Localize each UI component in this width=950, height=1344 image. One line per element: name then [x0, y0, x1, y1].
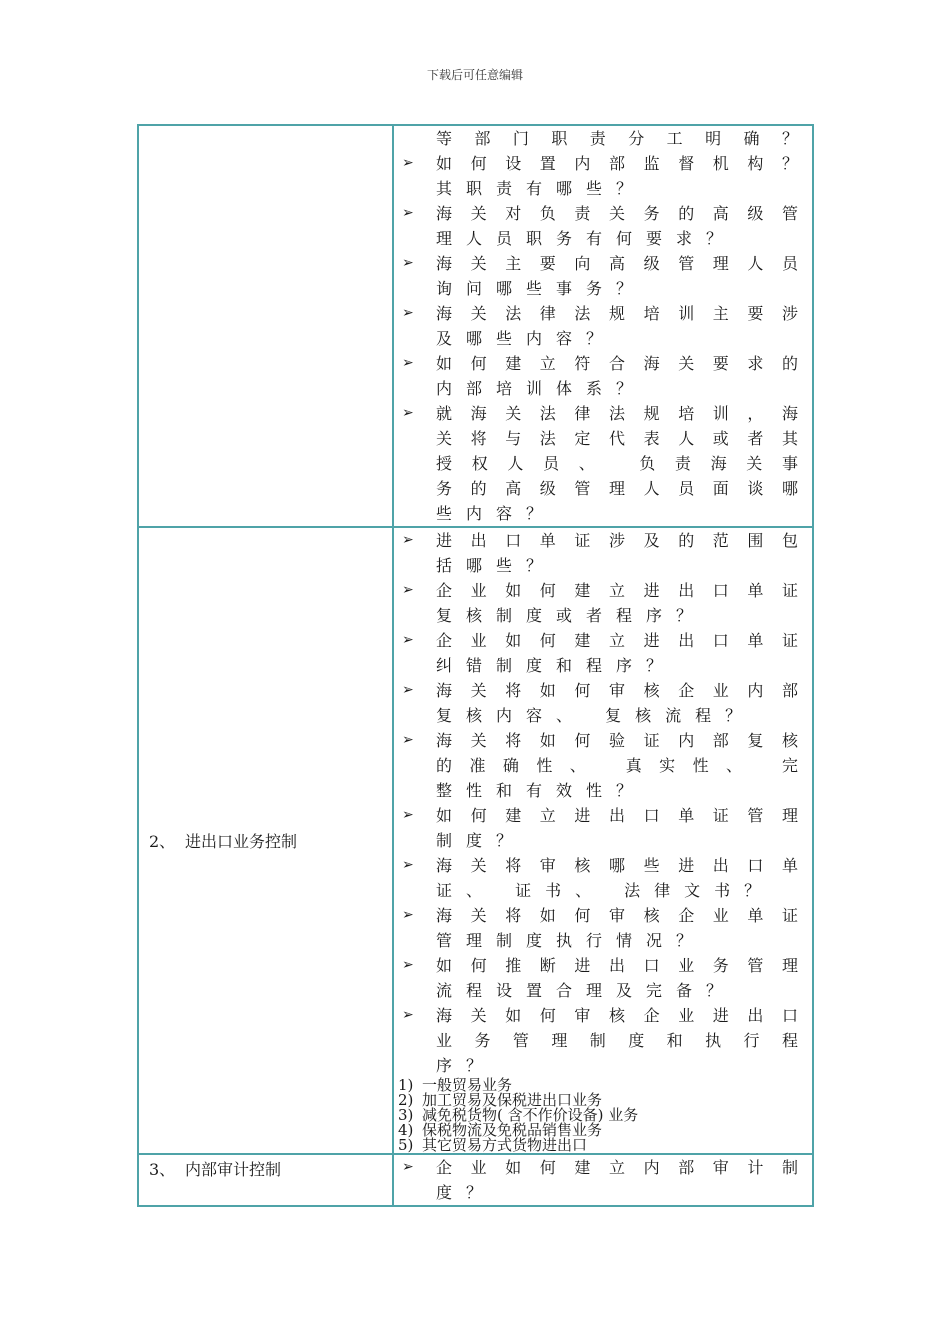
arrow-bullet-icon: ➢ [402, 682, 414, 698]
question-item: ➢ 海关将如何审核企业内部 [394, 678, 812, 703]
arrow-bullet-icon: ➢ [402, 355, 414, 371]
table-row [138, 1154, 813, 1206]
question-item: ➢ 海关将如何验证内部复核 [394, 728, 812, 753]
audit-table [137, 124, 814, 1207]
question-item: ➢ 如何建立进出口单证管理 [394, 803, 812, 828]
question-line: 关将与法定代表人或者其 [436, 429, 812, 448]
section-title: 内部审计控制 [185, 1160, 282, 1179]
question-item: ➢ 进出口单证涉及的范围包 [394, 528, 812, 553]
question-line: 内部培训体系？ [436, 379, 647, 398]
question-line: 询问哪些事务？ [436, 279, 647, 298]
question-line: 理人员职务有何要求？ [436, 229, 737, 248]
question-line: 括哪些？ [436, 556, 557, 575]
row1-questions [393, 125, 813, 527]
question-item: ➢ 如何设置内部监督机构？ [394, 151, 812, 176]
question-line: 证、 证书、 法律文书？ [436, 881, 775, 900]
question-line: 制度？ [436, 831, 527, 850]
sub-list-item: 4) 保税物流及免税品销售业务 [398, 1121, 603, 1139]
row2-questions [393, 527, 813, 1154]
question-line: 的准确性、 真实性、 完 [436, 756, 812, 775]
sub-list-item: 5) 其它贸易方式货物进出口 [398, 1136, 588, 1154]
question-line: 流程设置合理及完备？ [436, 981, 737, 1000]
question-item: ➢ 就海关法律法规培训，海 [394, 401, 812, 426]
question-item: ➢ 海关法律法规培训主要涉 [394, 301, 812, 326]
arrow-bullet-icon: ➢ [402, 907, 414, 923]
question-item: ➢ 海关对负责关务的高级管 [394, 201, 812, 226]
question-line: 管理制度执行情况？ [436, 931, 707, 950]
page-header: 下载后可任意编辑 [426, 68, 523, 82]
question-line: 些内容？ [436, 504, 557, 523]
sub-list-item: 2) 加工贸易及保税进出口业务 [398, 1091, 603, 1109]
arrow-bullet-icon: ➢ [402, 205, 414, 221]
arrow-bullet-icon: ➢ [402, 582, 414, 598]
question-item: ➢ 如何推断进出口业务管理 [394, 953, 812, 978]
table-row [138, 527, 813, 1154]
arrow-bullet-icon: ➢ [402, 957, 414, 973]
question-line: 度？ [436, 1183, 497, 1202]
question-item: ➢ 企业如何建立进出口单证 [394, 628, 812, 653]
section-title: 进出口业务控制 [185, 832, 298, 851]
section-number: 3、 [149, 1160, 176, 1179]
sub-list-item: 3) 减免税货物( 含不作价设备) 业务 [398, 1106, 639, 1124]
arrow-bullet-icon: ➢ [402, 632, 414, 648]
section-label [139, 1157, 392, 1180]
question-line: 业务管理制度和执行程 [436, 1031, 812, 1050]
row3-label-cell [138, 1154, 393, 1206]
row3-questions [393, 1154, 813, 1206]
arrow-bullet-icon: ➢ [402, 1007, 414, 1023]
arrow-bullet-icon: ➢ [402, 857, 414, 873]
question-item: ➢ 海关如何审核企业进出口 [394, 1003, 812, 1028]
table-row [138, 125, 813, 527]
question-line: 及哪些内容？ [436, 329, 617, 348]
sub-list-item: 1) 一般贸易业务 [398, 1076, 513, 1094]
question-item: ➢ 企业如何建立进出口单证 [394, 578, 812, 603]
question-line: 复核制度或者程序？ [436, 606, 707, 625]
section-label [139, 829, 392, 852]
arrow-bullet-icon: ➢ [402, 807, 414, 823]
arrow-bullet-icon: ➢ [402, 155, 414, 171]
arrow-bullet-icon: ➢ [402, 255, 414, 271]
question-item: ➢ 海关主要向高级管理人员 [394, 251, 812, 276]
arrow-bullet-icon: ➢ [402, 305, 414, 321]
question-item: ➢ 企业如何建立内部审计制 [394, 1155, 812, 1180]
question-line: 序？ [436, 1056, 497, 1075]
arrow-bullet-icon: ➢ [402, 532, 414, 548]
row2-label-cell [138, 527, 393, 1154]
question-line: 务的高级管理人员面谈哪 [436, 479, 812, 498]
question-line: 纠错制度和程序？ [436, 656, 677, 675]
question-line: 复核内容、 复核流程？ [436, 706, 756, 725]
question-item: ➢ 海关将审核哪些进出口单 [394, 853, 812, 878]
question-item: ➢ 如何建立符合海关要求的 [394, 351, 812, 376]
question-line: 整性和有效性？ [436, 781, 647, 800]
arrow-bullet-icon: ➢ [402, 732, 414, 748]
question-continuation: 等部门职责分工明确？ [436, 129, 812, 148]
section-number: 2、 [149, 832, 176, 851]
question-line: 其职责有哪些？ [436, 179, 647, 198]
row1-label-cell [138, 125, 393, 527]
question-line: 授权人员、 负责海关事 [436, 454, 812, 473]
question-item: ➢ 海关将如何审核企业单证 [394, 903, 812, 928]
arrow-bullet-icon: ➢ [402, 405, 414, 421]
arrow-bullet-icon: ➢ [402, 1159, 414, 1175]
